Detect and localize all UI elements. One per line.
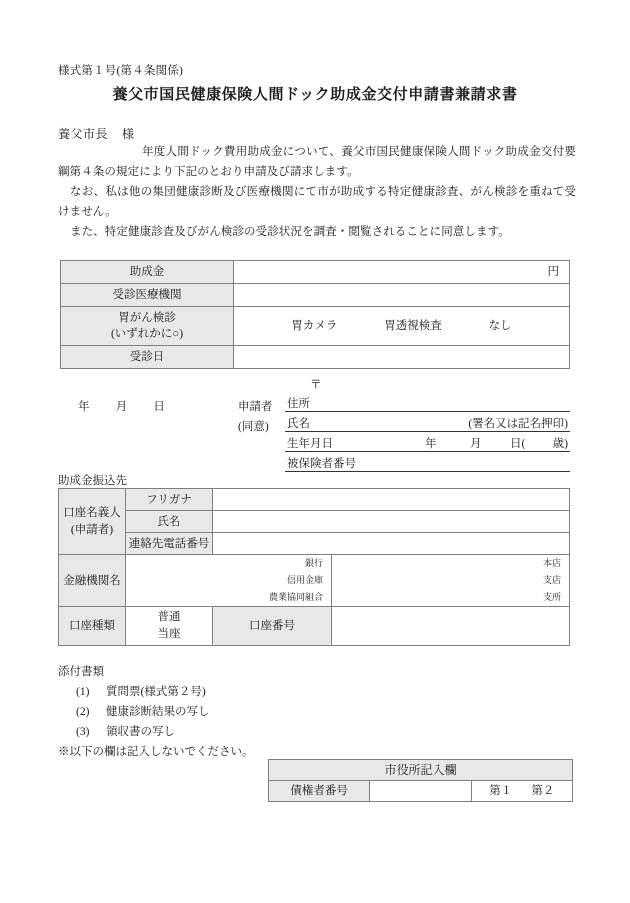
note-signature-or-seal: (署名又は記名押印)	[468, 418, 568, 430]
option-gastro-camera[interactable]: 胃カメラ	[291, 320, 338, 332]
list-item	[58, 702, 254, 722]
applicant-label: 申請者	[238, 401, 273, 413]
field-dai-numbers	[471, 781, 572, 802]
consent-label: (同意)	[238, 421, 269, 433]
field-gastric-screening-options	[234, 307, 570, 346]
account-kind-touza[interactable]: 当座	[157, 628, 181, 640]
field-medical-institution[interactable]	[234, 284, 570, 307]
birth-year-label: 年	[425, 438, 437, 450]
label-creditor-number: 債権者番号	[269, 781, 370, 802]
field-creditor-number[interactable]	[370, 781, 471, 802]
dai-2-label[interactable]: 第２	[531, 785, 555, 797]
label-account-owner-line2: (申請者)	[70, 523, 114, 536]
field-exam-date[interactable]	[234, 346, 570, 369]
label-name: 氏名	[287, 418, 310, 430]
bank-transfer-table	[58, 488, 570, 646]
field-furigana[interactable]	[213, 489, 570, 511]
label-account-owner-line1: 口座名義人	[63, 506, 121, 519]
list-item	[58, 722, 254, 742]
applicant-birthdate-field[interactable]	[285, 434, 570, 452]
branch-type-head-office[interactable]: 本店	[542, 558, 561, 568]
page-title: 養父市国民健康保険人間ドック助成金交付申請書兼請求書	[112, 87, 518, 103]
paragraph-consent: また、特定健康診査及びがん検診の受診状況を調査・閲覧されることに同意します。	[70, 226, 510, 238]
field-financial-institution-name[interactable]	[126, 555, 332, 607]
bank-section-caption: 助成金振込先	[58, 475, 127, 487]
addressee-line	[58, 125, 135, 142]
birth-month-label: 月	[470, 438, 482, 450]
table-row-account-name	[59, 511, 570, 533]
institution-type-ja[interactable]: 農業協同組合	[268, 592, 323, 602]
field-branch-name[interactable]	[332, 555, 570, 607]
label-address: 住所	[287, 398, 310, 410]
label-birthdate: 生年月日	[287, 438, 333, 450]
applicant-insurance-number-field[interactable]	[285, 454, 570, 472]
attachment-num-2: (2)	[76, 706, 90, 718]
postal-code-mark: 〒	[310, 379, 322, 391]
applicant-name-field[interactable]	[285, 414, 570, 432]
field-account-name[interactable]	[213, 511, 570, 533]
label-contact-phone: 連絡先電話番号	[126, 533, 213, 555]
branch-type-options	[332, 555, 569, 606]
attachment-text-3: 領収書の写し	[106, 726, 175, 738]
attachment-text-1: 質問票(様式第２号)	[106, 686, 206, 698]
dai-1-label[interactable]: 第１	[489, 785, 513, 797]
city-office-header: 市役所記入欄	[269, 760, 573, 781]
birth-age-label: 歳)	[552, 438, 568, 450]
table-row-exam-date	[61, 346, 570, 369]
application-date-line	[78, 398, 165, 414]
paragraph-request: 年度人間ドック費用助成金について、養父市国民健康保険人間ドック助成金交付要綱第４条の規定により下記のとおり申請及び請求します。	[58, 146, 576, 178]
attachments-note: ※以下の欄は記入しないでください。	[58, 746, 254, 758]
branch-type-sub-branch[interactable]: 支所	[542, 592, 561, 602]
addressee-honorific: 様	[122, 127, 135, 141]
table-row-gastric-screening	[61, 307, 570, 346]
form-number: 様式第１号(第４条関係)	[58, 65, 184, 77]
attachment-num-1: (1)	[76, 686, 90, 698]
branch-type-branch[interactable]: 支店	[542, 575, 561, 585]
label-subsidy-amount: 助成金	[61, 261, 234, 284]
option-gastro-none[interactable]: なし	[488, 320, 512, 332]
table-row-city-office-header	[269, 760, 573, 781]
label-account-type: 口座種類	[59, 607, 126, 646]
field-account-number[interactable]	[332, 607, 570, 646]
attachment-num-3: (3)	[76, 726, 90, 738]
label-furigana: フリガナ	[126, 489, 213, 511]
label-gastric-screening-line2: (いずれかに○)	[110, 328, 184, 340]
label-gastric-screening-line1: 胃がん検診	[118, 312, 176, 324]
label-financial-institution: 金融機関名	[59, 555, 126, 607]
institution-type-bank[interactable]: 銀行	[304, 558, 323, 568]
option-gastro-xray[interactable]: 胃透視検査	[384, 320, 442, 332]
field-subsidy-amount[interactable]	[234, 261, 570, 284]
date-day-label: 日	[153, 401, 166, 413]
field-account-kind[interactable]	[126, 607, 213, 646]
attachments-heading: 添付書類	[58, 666, 104, 678]
table-row-subsidy-amount	[61, 261, 570, 284]
table-row-furigana	[59, 489, 570, 511]
attachments-section	[58, 662, 254, 762]
label-account-name: 氏名	[126, 511, 213, 533]
institution-type-options	[126, 555, 331, 606]
date-month-label: 月	[115, 401, 128, 413]
label-exam-date: 受診日	[61, 346, 234, 369]
subsidy-table	[60, 260, 570, 369]
applicant-address-field[interactable]	[285, 394, 570, 412]
label-account-owner	[59, 489, 126, 555]
city-office-table	[268, 759, 573, 802]
addressee-name: 養父市長	[58, 127, 109, 141]
yen-unit: 円	[547, 266, 559, 278]
label-insurance-number: 被保険者番号	[287, 458, 356, 470]
table-row-medical-institution	[61, 284, 570, 307]
account-kind-futsuu[interactable]: 普通	[157, 611, 181, 623]
birth-day-label: 日(	[510, 438, 526, 450]
table-row-phone	[59, 533, 570, 555]
institution-type-shinkin[interactable]: 信用金庫	[286, 575, 323, 585]
paragraph-no-duplicate: なお、私は他の集団健康診断及び医療機関にて市が助成する特定健康診査、がん検診を重ねて受けません。	[58, 186, 576, 218]
field-contact-phone[interactable]	[213, 533, 570, 555]
list-item	[58, 682, 254, 702]
date-year-label: 年	[78, 401, 90, 413]
label-account-number: 口座番号	[213, 607, 332, 646]
table-row-account-type	[59, 607, 570, 646]
attachment-text-2: 健康診断結果の写し	[106, 706, 210, 718]
table-row-creditor-number	[269, 781, 573, 802]
label-medical-institution: 受診医療機関	[61, 284, 234, 307]
table-row-financial-institution	[59, 555, 570, 607]
label-gastric-screening	[61, 307, 234, 346]
